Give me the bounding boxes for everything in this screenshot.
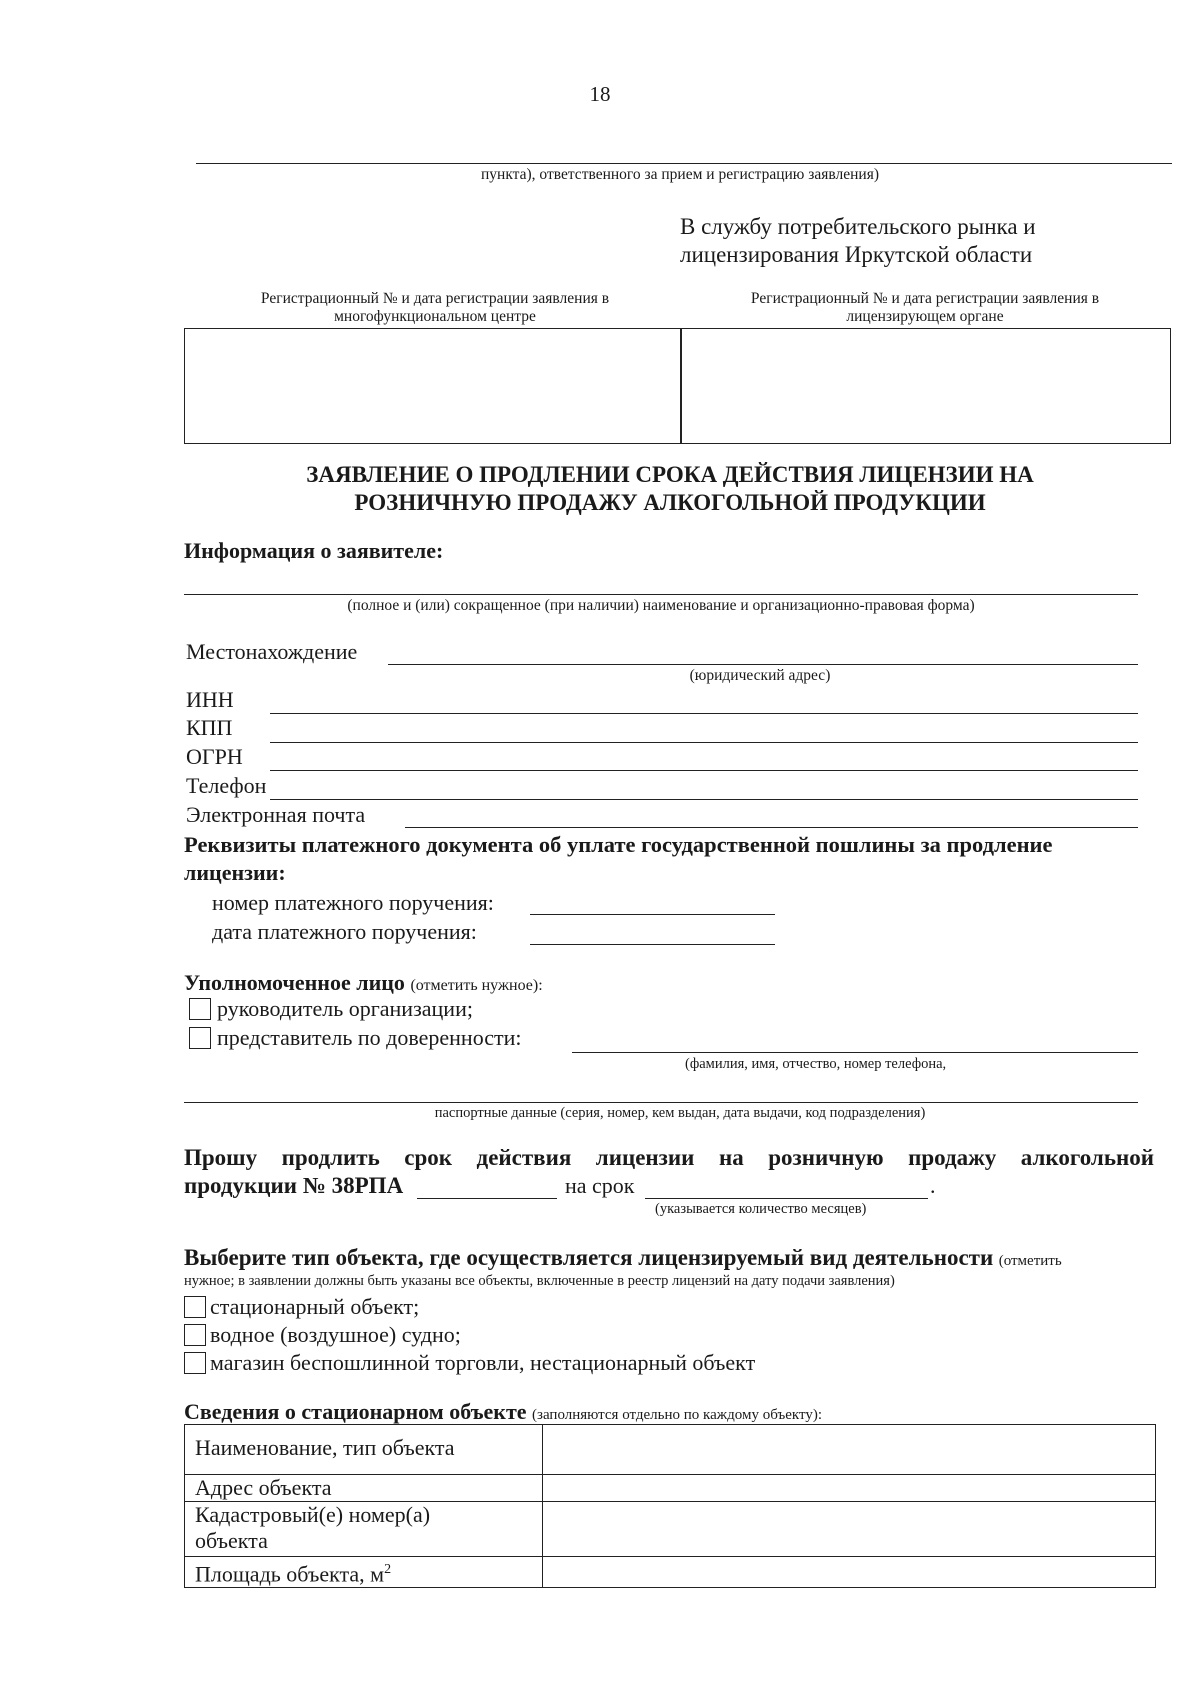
option-head-label: руководитель организации; (217, 996, 473, 1021)
addressee-line-1: В службу потребительского рынка и (680, 214, 1036, 239)
row-value-area[interactable] (543, 1557, 1156, 1588)
checkbox-stationary[interactable] (184, 1296, 206, 1318)
authorized-heading: Уполномоченное лицо (184, 970, 405, 995)
payment-order-number-label: номер платежного поручения: (212, 890, 494, 915)
payment-order-date-line[interactable] (530, 944, 775, 945)
location-label: Местонахождение (186, 639, 358, 664)
payment-order-number-line[interactable] (530, 914, 775, 915)
stationary-heading: Сведения о стационарном объекте (184, 1399, 527, 1424)
inn-label: ИНН (186, 687, 234, 712)
row-label-cadastral-line-2: объекта (195, 1528, 268, 1553)
table-row (185, 1502, 1156, 1557)
row-value-name[interactable] (543, 1425, 1156, 1475)
location-line[interactable] (388, 664, 1138, 665)
authorized-note: (отметить нужное): (410, 977, 543, 994)
license-number-line[interactable] (417, 1198, 557, 1199)
representative-line[interactable] (572, 1052, 1138, 1053)
payment-heading-line-1: Реквизиты платежного документа об уплате государственной пошлины за продление (184, 832, 1053, 857)
reg-left-caption-2: многофункциональном центре (334, 308, 536, 325)
top-rule (196, 163, 1172, 164)
request-term-caption: (указывается количество месяцев) (655, 1201, 867, 1217)
stationary-object-table (184, 1424, 1156, 1588)
email-label: Электронная почта (186, 802, 366, 827)
row-label-cadastral-line-1: Кадастровый(е) номер(а) (195, 1502, 431, 1527)
request-term-label: на срок (565, 1173, 635, 1198)
kpp-label: КПП (186, 715, 233, 740)
request-line-1: Прошу продлить срок действия лицензии на розничную продажу алкогольной (184, 1145, 1154, 1170)
reg-box-licensing[interactable] (680, 328, 1171, 444)
addressee-line-2: лицензирования Иркутской области (680, 242, 1033, 267)
row-label-name: Наименование, тип объекта (185, 1425, 543, 1475)
request-term-line[interactable] (645, 1198, 928, 1199)
row-label-area-sup: 2 (384, 1562, 392, 1577)
top-caption: пункта), ответственного за прием и регистрацию заявления) (481, 166, 879, 183)
row-label-cadastral (185, 1502, 543, 1557)
row-label-address: Адрес объекта (185, 1475, 543, 1502)
phone-label: Телефон (186, 773, 267, 798)
checkbox-duty-free[interactable] (184, 1352, 206, 1374)
table-row (185, 1557, 1156, 1588)
request-term-end: . (930, 1173, 936, 1198)
checkbox-head[interactable] (189, 998, 211, 1020)
reg-box-mfc[interactable] (184, 328, 682, 444)
representative-caption-1: (фамилия, имя, отчество, номер телефона, (685, 1056, 947, 1072)
stationary-note: (заполняются отдельно по каждому объекту): (532, 1407, 822, 1423)
row-label-area-text: Площадь объекта, м (195, 1561, 385, 1587)
row-value-cadastral[interactable] (543, 1502, 1156, 1557)
payment-order-date-label: дата платежного поручения: (212, 919, 477, 944)
applicant-name-line[interactable] (184, 594, 1138, 595)
reg-right-caption-2: лицензирующем органе (846, 308, 1004, 325)
reg-left-caption-1: Регистрационный № и дата регистрации заявления в (260, 290, 610, 307)
request-line-2-prefix: продукции № 38РПА (184, 1173, 404, 1198)
option-stationary-label: стационарный объект; (210, 1294, 420, 1319)
applicant-heading: Информация о заявителе: (184, 538, 444, 563)
option-representative-label: представитель по доверенности: (217, 1025, 522, 1050)
table-row (185, 1425, 1156, 1475)
option-vessel-label: водное (воздушное) судно; (210, 1322, 461, 1347)
form-title-line-1: ЗАЯВЛЕНИЕ О ПРОДЛЕНИИ СРОКА ДЕЙСТВИЯ ЛИЦЕНЗИИ НА (306, 462, 1034, 487)
object-type-heading-row (184, 1244, 1062, 1275)
representative-line-2[interactable] (184, 1102, 1138, 1103)
option-duty-free-label: магазин беспошлинной торговли, нестационарный объект (210, 1350, 756, 1375)
payment-heading-line-2: лицензии: (184, 860, 286, 885)
applicant-name-caption: (полное и (или) сокращенное (при наличии) наименование и организационно-правовая форма) (347, 597, 975, 614)
table-row (185, 1475, 1156, 1502)
location-caption: (юридический адрес) (689, 667, 831, 684)
checkbox-representative[interactable] (189, 1027, 211, 1049)
phone-line[interactable] (270, 799, 1138, 800)
ogrn-label: ОГРН (186, 744, 243, 769)
email-line[interactable] (405, 827, 1138, 828)
object-type-note-1: (отметить (998, 1253, 1062, 1269)
representative-caption-2: паспортные данные (серия, номер, кем выдан, дата выдачи, код подразделения) (434, 1105, 926, 1121)
ogrn-line[interactable] (270, 770, 1138, 771)
page-number: 18 (589, 82, 611, 106)
row-label-area (185, 1557, 543, 1588)
form-title-line-2: РОЗНИЧНУЮ ПРОДАЖУ АЛКОГОЛЬНОЙ ПРОДУКЦИИ (354, 490, 986, 515)
object-type-heading: Выберите тип объекта, где осуществляется лицензируемый вид деятельности (184, 1245, 994, 1270)
row-value-address[interactable] (543, 1475, 1156, 1502)
checkbox-vessel[interactable] (184, 1324, 206, 1346)
inn-line[interactable] (270, 713, 1138, 714)
reg-right-caption-1: Регистрационный № и дата регистрации заявления в (750, 290, 1100, 307)
kpp-line[interactable] (270, 742, 1138, 743)
object-type-note-2: нужное; в заявлении должны быть указаны все объекты, включенные в реестр лицензий на дату подачи заявления) (184, 1273, 895, 1289)
